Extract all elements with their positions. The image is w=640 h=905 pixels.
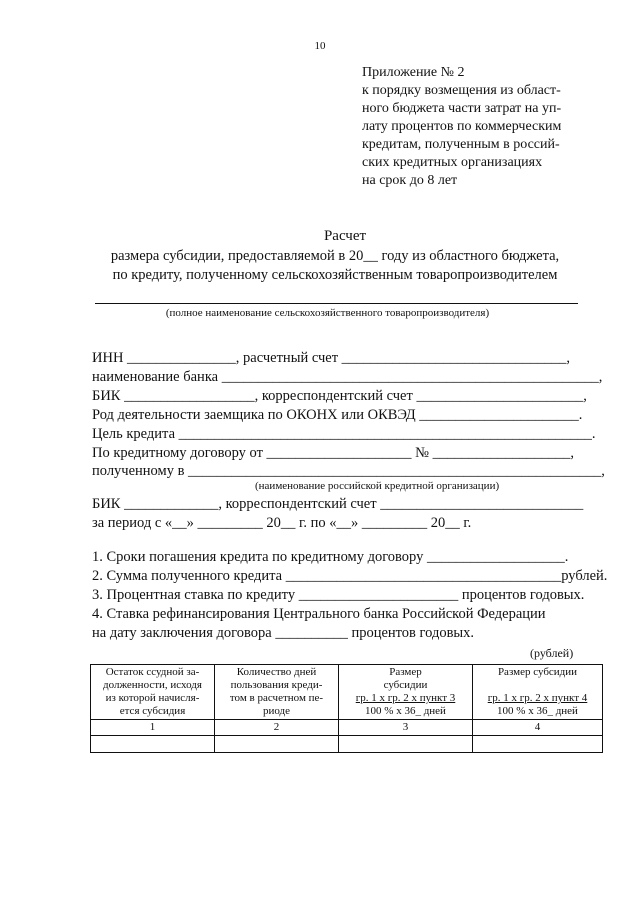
currency-note: (рублей) [530, 646, 574, 660]
table-data-cell[interactable] [473, 736, 603, 753]
producer-caption: (полное наименование сельскохозяйственного товаропроизводителя) [165, 307, 490, 319]
page-number: 10 [314, 40, 326, 52]
item-interest-rate[interactable]: 3. Процентная ставка по кредиту ______________________ процентов годовых. [92, 587, 585, 603]
bank-caption: (наименование российской кредитной организации) [255, 480, 500, 492]
table-header-cell: Размер субсидии гр. 1 х гр. 2 х пункт 3 100 % х 36_ дней [339, 665, 473, 720]
contract-field[interactable]: По кредитному договору от ____________________ № ___________________, [92, 445, 575, 461]
appendix-line: ного бюджета части затрат на уп- [362, 101, 562, 116]
table-data-row[interactable] [91, 736, 603, 753]
table-number-cell: 4 [473, 720, 603, 736]
table-number-cell: 1 [91, 720, 215, 736]
activity-field[interactable]: Род деятельности заемщика по ОКОНХ или ОКВЭД ______________________. [92, 407, 583, 423]
inn-field[interactable]: ИНН _______________, расчетный счет _______________________________, [92, 350, 571, 366]
appendix-line: кредитам, полученным в россий- [362, 137, 560, 152]
appendix-line: Приложение № 2 [362, 65, 465, 80]
item-refinancing-rate: 4. Ставка рефинансирования Центрального банка Российской Федерации [92, 606, 546, 622]
document-title: Расчет [323, 228, 367, 244]
table-number-cell: 3 [339, 720, 473, 736]
appendix-line: лату процентов по коммерческим [362, 119, 562, 134]
bik2-field[interactable]: БИК _____________, корреспондентский счет ____________________________ [92, 496, 584, 512]
table-data-cell[interactable] [215, 736, 339, 753]
table-data-cell[interactable] [91, 736, 215, 753]
table-header-cell: Остаток ссудной за- долженности, исходя из которой начисля- ется субсидия [91, 665, 215, 720]
item-credit-amount[interactable]: 2. Сумма полученного кредита ______________________________________рублей. [92, 568, 608, 584]
period-field[interactable]: за период с «__» _________ 20__ г. по «__» _________ 20__ г. [92, 515, 472, 531]
appendix-line: ских кредитных организациях [362, 155, 543, 170]
appendix-line: на срок до 8 лет [362, 173, 458, 188]
appendix-line: к порядку возмещения из област- [362, 83, 561, 98]
received-bank-field[interactable]: полученному в _________________________________________________________, [92, 463, 605, 479]
table-number-row [91, 720, 603, 736]
bank-name-field[interactable]: наименование банка ____________________________________________________, [92, 369, 603, 385]
item-repayment-terms[interactable]: 1. Сроки погашения кредита по кредитному договору ___________________. [92, 549, 569, 565]
table-data-cell[interactable] [339, 736, 473, 753]
subsidy-table [90, 664, 603, 753]
bik-field[interactable]: БИК __________________, корреспондентский счет _______________________, [92, 388, 587, 404]
item-refinancing-rate-cont[interactable]: на дату заключения договора __________ процентов годовых. [92, 625, 475, 641]
document-subtitle-line1: размера субсидии, предоставляемой в 20__ году из областного бюджета, [110, 248, 560, 264]
producer-name-line[interactable] [95, 303, 578, 304]
table-header-row [91, 665, 603, 720]
table-number-cell: 2 [215, 720, 339, 736]
appendix-header [362, 64, 561, 190]
document-subtitle-line2: по кредиту, полученному сельскохозяйственным товаропроизводителем [112, 267, 558, 283]
purpose-field[interactable]: Цель кредита _________________________________________________________. [92, 426, 596, 442]
table-header-cell: Размер субсидии гр. 1 х гр. 2 х пункт 4 100 % х 36_ дней [473, 665, 603, 720]
table-header-cell: Количество дней пользования креди- том в расчетном пе- риоде [215, 665, 339, 720]
